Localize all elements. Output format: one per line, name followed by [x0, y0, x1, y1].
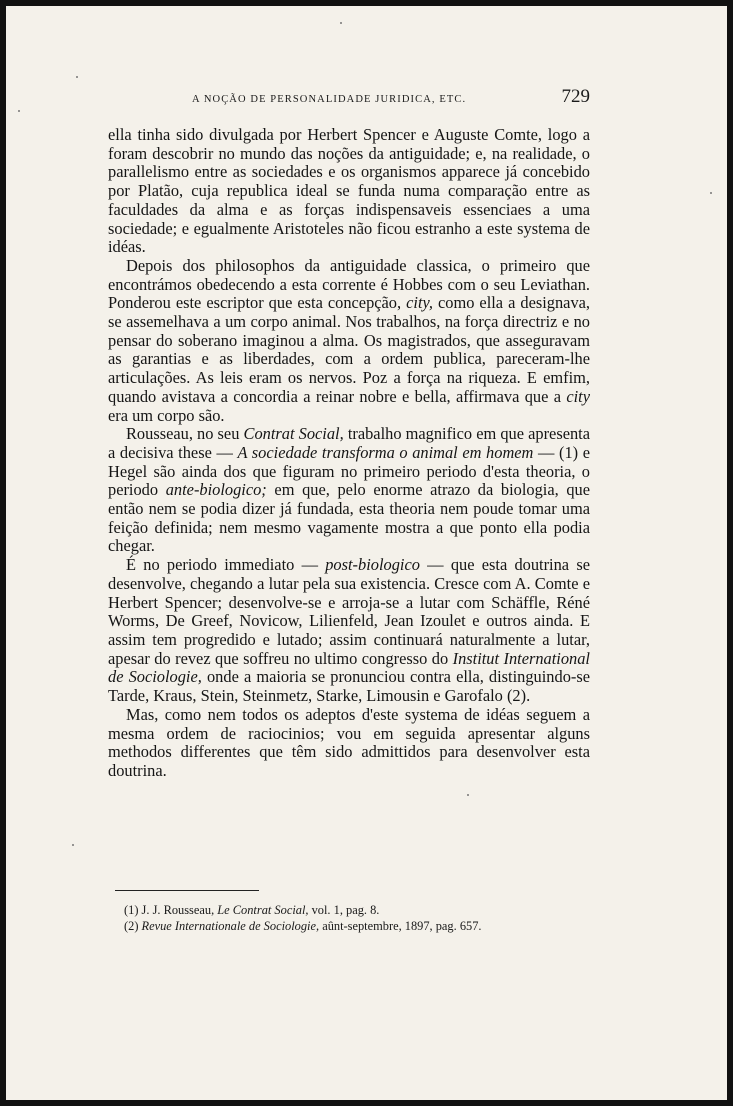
paper-speck: [76, 76, 78, 78]
running-head: A NOÇÃO DE PERSONALIDADE JURIDICA, ETC.: [192, 94, 467, 105]
text-segment: (2): [124, 919, 142, 933]
italic-text-segment: ante-biologico;: [165, 480, 267, 500]
text-segment: — (1) e Hegel são ainda dos que figuram no primeiro periodo d'esta theoria, o periodo: [108, 442, 590, 500]
page-number: 729: [561, 86, 590, 107]
footnote-2: [124, 918, 594, 934]
paper-speck: [467, 794, 469, 796]
text-segment: ella tinha sido divulgada por Herbert Spencer e Auguste Comte, logo a foram descobrir no mundo das noções da antiguidade; e, na realidade, o parallelismo entre as sociedades e os organismos apparece já concebido por Platão, cuja republica ideal se funda numa comparação entre as faculdades da alma e as forças indispensaveis essenciaes a uma sociedade; e egualmente Aristoteles não ficou estranho a este systema de idéas.: [108, 125, 590, 257]
paper-speck: [710, 192, 712, 194]
paper-speck: [72, 844, 74, 846]
italic-text-segment: city: [566, 386, 590, 406]
italic-text-segment: A sociedade transforma o animal em homem: [237, 442, 534, 462]
text-segment: em que, pelo enorme atrazo da biologia, que então nem se podia dizer já fundada, esta theoria nem poude tomar uma feição definida; nem mesmo vagamente mostra a que ponto ella podia chegar.: [108, 480, 591, 556]
footnote-rule: [115, 890, 259, 891]
italic-text-segment: Revue Internationale de Sociologie,: [141, 919, 320, 933]
italic-text-segment: post-biologico: [325, 555, 420, 575]
text-segment: É no periodo immediato —: [126, 555, 326, 575]
italic-text-segment: city,: [406, 293, 433, 313]
italic-text-segment: Institut International de Sociologie,: [108, 648, 590, 687]
text-segment: aûnt-septembre, 1897, pag. 657.: [319, 919, 482, 933]
paper-speck: [18, 110, 20, 112]
paper-speck: [340, 22, 342, 24]
body-text: [108, 126, 590, 781]
text-segment: Depois dos philosophos da antiguidade classica, o primeiro que encontrámos obedecendo a esta corrente é Hobbes com o seu Leviathan. Ponderou este escriptor que esta concepção,: [108, 255, 590, 313]
paragraph-2: [108, 257, 590, 425]
text-segment: Rousseau, no seu: [126, 424, 244, 444]
text-segment: trabalho magnifico em que apresenta a decisiva these —: [108, 424, 590, 462]
book-page: [6, 6, 727, 1100]
footnotes: [124, 902, 594, 934]
italic-text-segment: Le Contrat Social,: [217, 903, 309, 917]
page-header: [108, 86, 590, 116]
paragraph-5: [108, 706, 590, 781]
footnote-1: [124, 902, 594, 918]
paragraph-1: [108, 126, 590, 257]
paragraph-4: [108, 556, 590, 706]
text-segment: Mas, como nem todos os adeptos d'este systema de idéas seguem a mesma ordem de raciocinios; vou em seguida apresentar alguns methodos differentes que têm sido admittidos para desenvolver esta doutrina.: [108, 704, 590, 780]
text-segment: era um corpo são.: [108, 405, 225, 425]
paragraph-3: [108, 425, 590, 556]
text-segment: como ella a designava, se assemelhava a um corpo animal. Nos trabalhos, na força directriz e no pensar do soberano imaginou a alma. Os magistrados, que asseguravam as garantias e as liberdades, com a ordem publica, pareceram-lhe articulações. As leis eram os nervos. Poz a força na riqueza. E emfim, quando avistava a concordia a reinar nobre e bella, affirmava que a: [108, 293, 591, 406]
text-segment: onde a maioria se pronunciou contra ella, distinguindo-se Tarde, Kraus, Stein, Steinmetz, Starke, Limousin e Garofalo (2).: [108, 667, 590, 706]
text-segment: (1) J. J. Rousseau,: [124, 903, 218, 917]
text-segment: — que esta doutrina se desenvolve, chegando a lutar pela sua existencia. Cresce com A. Comte e Herbert Spencer; desenvolve-se e arroja-se a lutar com Schäffle, Réné Worms, De Greef, Novicow, Lilienfeld, Jean Izoulet e outros ainda. E assim tem progredido e lutado; assim continuará naturalmente a lutar, apesar do revez que soffreu no ultimo congresso do: [108, 555, 590, 668]
italic-text-segment: Contrat Social,: [243, 424, 344, 444]
text-segment: vol. 1, pag. 8.: [308, 903, 380, 917]
